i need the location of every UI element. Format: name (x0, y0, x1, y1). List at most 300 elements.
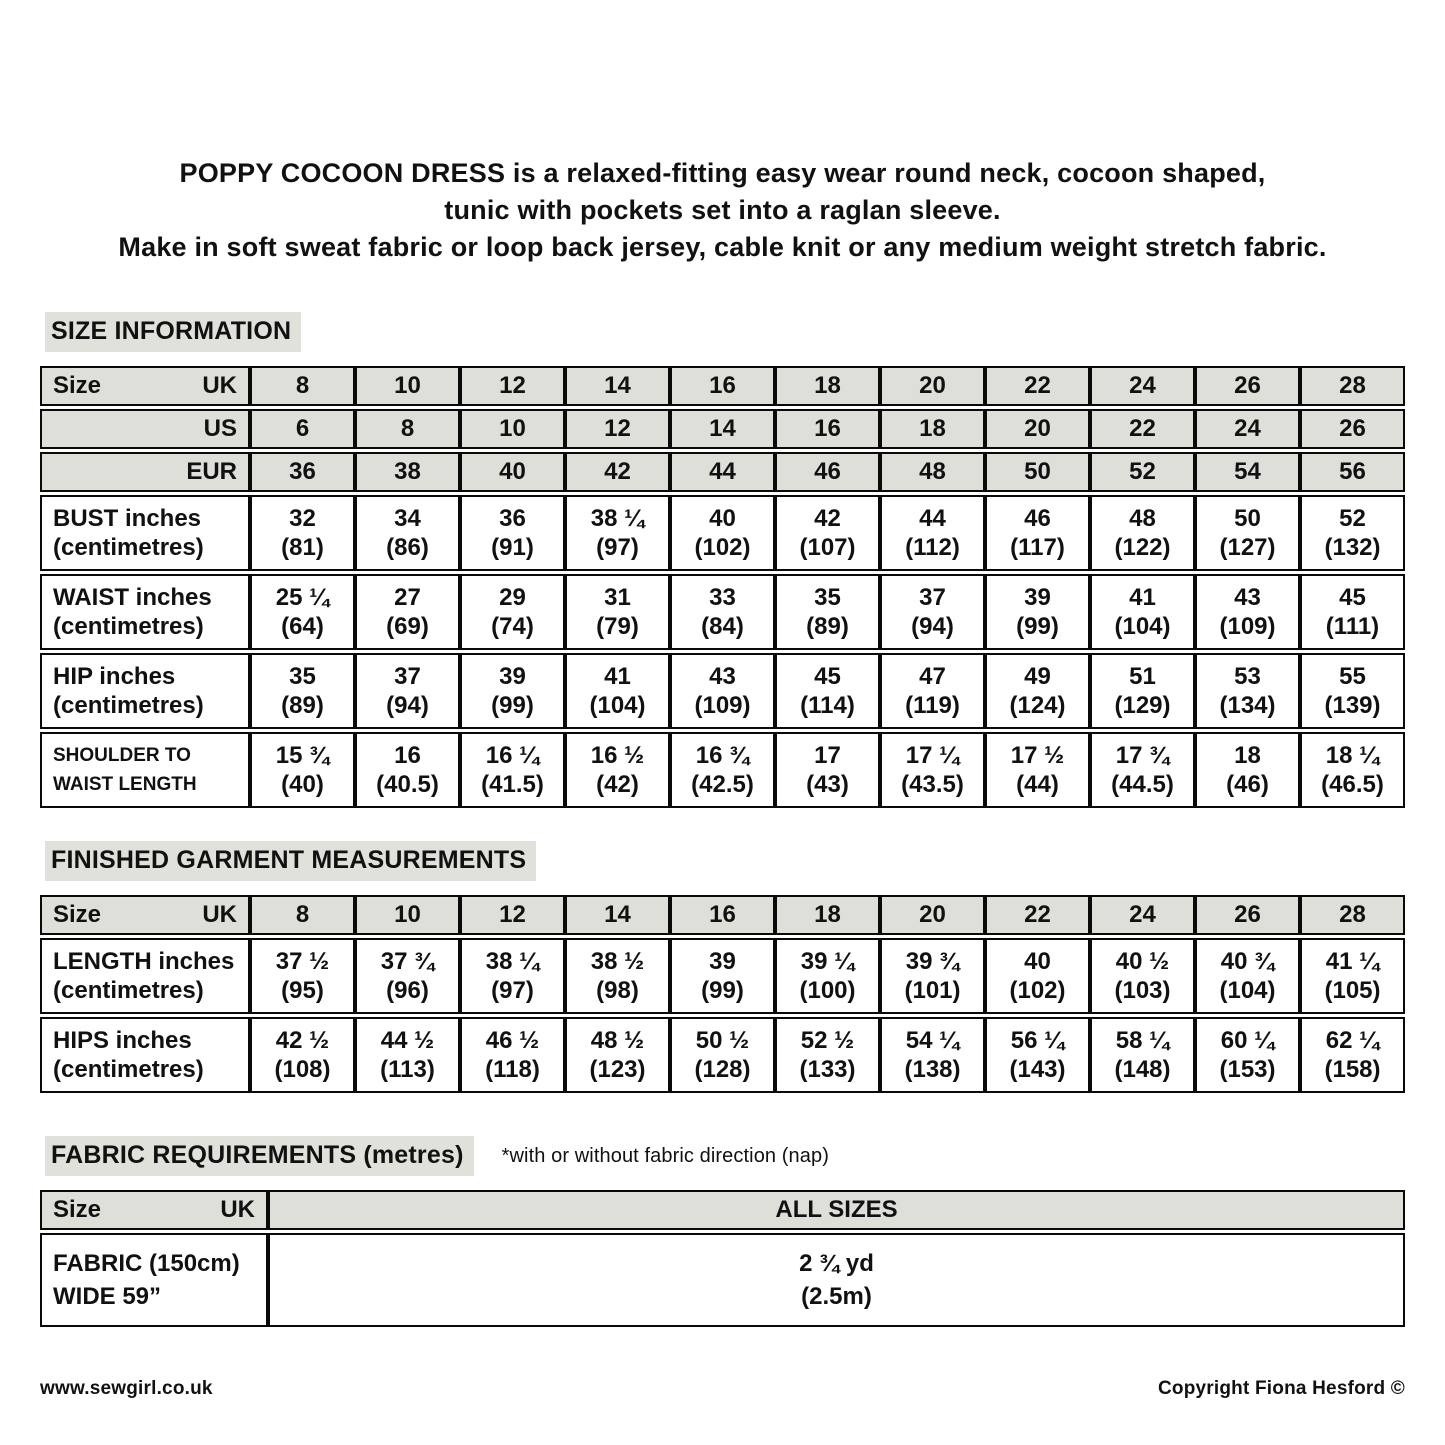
value-text: 37 ¾ (380, 948, 435, 975)
value-cell: 8 (250, 366, 355, 406)
website-url: www.sewgirl.co.uk (40, 1378, 213, 1399)
value-text: (114) (800, 692, 855, 719)
value-text: 41 (604, 663, 631, 690)
value-text: (46.5) (1321, 771, 1384, 798)
value-text: (44) (1016, 771, 1059, 798)
value-text: 16 ¾ (695, 742, 750, 769)
value-cell (250, 732, 355, 808)
row-label-text: HIP inches (53, 663, 176, 690)
value-cell (775, 495, 880, 571)
value-text: 52 (1339, 505, 1366, 532)
row-label-text: HIPS inches (53, 1027, 192, 1054)
value-text: 16 ½ (590, 742, 645, 769)
value-cell: 26 (1195, 895, 1300, 935)
value-text: (69) (386, 613, 429, 640)
value-text: 49 (1024, 663, 1051, 690)
size-information-heading-text: SIZE INFORMATION (45, 312, 301, 352)
value-cell: 10 (460, 409, 565, 449)
copyright-text: Copyright Fiona Hesford © (1158, 1378, 1405, 1399)
value-cell: 28 (1300, 895, 1405, 935)
value-cell (355, 732, 460, 808)
value-text: (119) (905, 692, 960, 719)
row-label-text: EUR (186, 458, 237, 485)
table-row (40, 1190, 1405, 1230)
value-text: 48 ½ (590, 1027, 645, 1054)
value-cell (1195, 574, 1300, 650)
row-label-text: Size (53, 372, 102, 399)
table-row (40, 1233, 1405, 1327)
value-text: (64) (281, 613, 324, 640)
value-cell (355, 495, 460, 571)
value-cell (670, 653, 775, 729)
value-text: 48 (1129, 505, 1156, 532)
value-text: (134) (1219, 692, 1276, 719)
value-text: 2 ¾ yd (799, 1250, 874, 1277)
row-label-cell (40, 452, 250, 492)
value-cell (565, 495, 670, 571)
value-text: 18 (1234, 742, 1261, 769)
value-cell: 14 (670, 409, 775, 449)
value-cell: 6 (250, 409, 355, 449)
value-text: (129) (1114, 692, 1171, 719)
value-text: 17 ¾ (1115, 742, 1170, 769)
row-label-text: US (203, 415, 237, 442)
value-cell: 48 (880, 452, 985, 492)
value-text: (94) (911, 613, 954, 640)
value-text: (133) (799, 1056, 856, 1083)
value-cell (775, 1017, 880, 1093)
value-text: 35 (289, 663, 316, 690)
value-cell (250, 495, 355, 571)
value-text: (148) (1114, 1056, 1171, 1083)
value-cell: 10 (355, 366, 460, 406)
value-cell (355, 938, 460, 1014)
value-text: (97) (491, 977, 534, 1004)
value-cell (565, 938, 670, 1014)
value-cell: 36 (250, 452, 355, 492)
value-text: (143) (1009, 1056, 1066, 1083)
value-text: 58 ¼ (1115, 1027, 1170, 1054)
value-cell: 28 (1300, 366, 1405, 406)
value-cell (565, 732, 670, 808)
value-text: (81) (281, 534, 324, 561)
value-text: (103) (1114, 977, 1171, 1004)
value-text: 45 (1339, 584, 1366, 611)
value-cell: 22 (985, 895, 1090, 935)
value-cell: 40 (460, 452, 565, 492)
value-text: 17 ¼ (905, 742, 960, 769)
value-cell (1090, 495, 1195, 571)
value-text: (40) (281, 771, 324, 798)
value-text: 41 ¼ (1325, 948, 1380, 975)
value-cell: 16 (670, 366, 775, 406)
value-cell: 12 (460, 895, 565, 935)
value-cell (1090, 574, 1195, 650)
value-text: 39 ¼ (800, 948, 855, 975)
finished-garment-heading (40, 841, 1405, 881)
value-text: 35 (814, 584, 841, 611)
size-information-section (40, 312, 1405, 811)
value-cell: 10 (355, 895, 460, 935)
table-row (40, 366, 1405, 406)
value-cell (670, 574, 775, 650)
value-cell: 18 (775, 366, 880, 406)
value-text: 43 (1234, 584, 1261, 611)
value-cell (1300, 1017, 1405, 1093)
value-cell (670, 495, 775, 571)
value-text: (118) (485, 1056, 540, 1083)
value-cell (775, 653, 880, 729)
value-text: 44 (919, 505, 946, 532)
value-text: (46) (1226, 771, 1269, 798)
intro-line-1: POPPY COCOON DRESS is a relaxed-fitting easy wear round neck, cocoon shaped, (179, 158, 1266, 188)
value-text: 39 (499, 663, 526, 690)
value-cell (268, 1233, 1405, 1327)
row-label-text: LENGTH inches (53, 948, 235, 975)
value-text: 40 ½ (1115, 948, 1170, 975)
value-cell (460, 1017, 565, 1093)
value-cell: 8 (250, 895, 355, 935)
finished-garment-section (40, 841, 1405, 1096)
intro-line-2: tunic with pockets set into a raglan sleeve. (444, 195, 1001, 225)
value-text: 55 (1339, 663, 1366, 690)
value-text: 53 (1234, 663, 1261, 690)
value-cell: 12 (565, 409, 670, 449)
size-information-table (40, 363, 1405, 811)
value-cell: 52 (1090, 452, 1195, 492)
value-cell: 16 (775, 409, 880, 449)
value-text: 27 (394, 584, 421, 611)
value-text: 42 ½ (275, 1027, 330, 1054)
table-row (40, 732, 1405, 808)
value-text: (102) (1009, 977, 1066, 1004)
value-cell: 50 (985, 452, 1090, 492)
row-label-cell (40, 1017, 250, 1093)
value-cell (985, 1017, 1090, 1093)
value-cell (460, 732, 565, 808)
value-text: 39 (1024, 584, 1051, 611)
value-cell (250, 938, 355, 1014)
value-text: (86) (386, 534, 429, 561)
table-row (40, 495, 1405, 571)
value-text: (2.5m) (801, 1283, 872, 1310)
value-cell: 16 (670, 895, 775, 935)
value-text: 38 ¼ (485, 948, 540, 975)
value-cell (1195, 1017, 1300, 1093)
value-cell: 20 (880, 366, 985, 406)
value-text: (102) (694, 534, 751, 561)
value-text: 51 (1129, 663, 1156, 690)
value-cell (775, 732, 880, 808)
value-text: 44 ½ (380, 1027, 435, 1054)
value-cell: 20 (985, 409, 1090, 449)
value-text: (41.5) (481, 771, 544, 798)
value-cell: 14 (565, 895, 670, 935)
fabric-requirements-heading (40, 1136, 1405, 1176)
value-text: (139) (1324, 692, 1381, 719)
value-cell (1090, 938, 1195, 1014)
value-text: 40 ¾ (1220, 948, 1275, 975)
value-cell: 26 (1195, 366, 1300, 406)
value-cell (1300, 574, 1405, 650)
value-text: 50 ½ (695, 1027, 750, 1054)
finished-garment-table (40, 892, 1405, 1096)
value-cell (670, 938, 775, 1014)
row-label-text: (centimetres) (53, 692, 204, 719)
value-text: (158) (1324, 1056, 1381, 1083)
value-text: (42.5) (691, 771, 754, 798)
value-cell (670, 1017, 775, 1093)
value-cell (355, 653, 460, 729)
row-label-cell (40, 732, 250, 808)
value-cell: 14 (565, 366, 670, 406)
value-text: (40.5) (376, 771, 439, 798)
value-text: 25 ¼ (275, 584, 330, 611)
value-text: 18 ¼ (1325, 742, 1380, 769)
value-text: 56 ¼ (1010, 1027, 1065, 1054)
value-text: (99) (701, 977, 744, 1004)
value-cell: 42 (565, 452, 670, 492)
value-cell (880, 495, 985, 571)
value-cell: 24 (1090, 895, 1195, 935)
table-row (40, 938, 1405, 1014)
value-text: (44.5) (1111, 771, 1174, 798)
value-text: 36 (499, 505, 526, 532)
value-cell: 20 (880, 895, 985, 935)
size-information-heading (40, 312, 1405, 352)
value-text: (79) (596, 613, 639, 640)
value-text: 33 (709, 584, 736, 611)
value-cell (775, 938, 880, 1014)
value-text: 15 ¾ (275, 742, 330, 769)
value-cell (985, 574, 1090, 650)
value-text: 43 (709, 663, 736, 690)
value-text: 39 ¾ (905, 948, 960, 975)
value-text: (89) (806, 613, 849, 640)
value-cell (460, 938, 565, 1014)
value-text: 46 (1024, 505, 1051, 532)
row-label-text: SHOULDER TO (53, 745, 191, 766)
value-cell (985, 732, 1090, 808)
value-cell (460, 653, 565, 729)
value-text: (111) (1325, 613, 1380, 640)
value-text: (112) (905, 534, 960, 561)
row-label-text: WIDE 59” (53, 1283, 162, 1310)
value-text: (97) (596, 534, 639, 561)
value-cell: 24 (1195, 409, 1300, 449)
value-cell (1300, 495, 1405, 571)
intro-line-3: Make in soft sweat fabric or loop back jersey, cable knit or any medium weight stretch fabric. (118, 232, 1327, 262)
value-cell (1195, 495, 1300, 571)
value-cell (250, 574, 355, 650)
value-text: 52 ½ (800, 1027, 855, 1054)
value-cell: 46 (775, 452, 880, 492)
value-text: (99) (1016, 613, 1059, 640)
value-cell (460, 495, 565, 571)
value-cell (1090, 653, 1195, 729)
value-text: (84) (701, 613, 744, 640)
value-text: (43) (806, 771, 849, 798)
table-row (40, 452, 1405, 492)
row-label-text: UK (202, 372, 237, 399)
value-text: 31 (604, 584, 631, 611)
table-row (40, 1017, 1405, 1093)
row-label-text: (centimetres) (53, 977, 204, 1004)
value-text: 46 ½ (485, 1027, 540, 1054)
value-cell (355, 1017, 460, 1093)
value-cell (250, 1017, 355, 1093)
value-cell: 54 (1195, 452, 1300, 492)
value-cell: 44 (670, 452, 775, 492)
value-cell (1300, 653, 1405, 729)
row-label-text: (centimetres) (53, 534, 204, 561)
value-text: (117) (1010, 534, 1065, 561)
value-text: (104) (589, 692, 646, 719)
value-text: (108) (274, 1056, 331, 1083)
value-cell (670, 732, 775, 808)
value-cell: 38 (355, 452, 460, 492)
value-text: (74) (491, 613, 534, 640)
value-cell: 18 (775, 895, 880, 935)
value-text: (99) (491, 692, 534, 719)
value-text: (104) (1219, 977, 1276, 1004)
value-text: (122) (1114, 534, 1171, 561)
value-cell: 56 (1300, 452, 1405, 492)
value-cell (565, 1017, 670, 1093)
value-text: 60 ¼ (1220, 1027, 1275, 1054)
value-text: (101) (904, 977, 961, 1004)
row-label-cell (40, 574, 250, 650)
fabric-requirements-heading-text: FABRIC REQUIREMENTS (metres) (45, 1136, 474, 1176)
value-text: 38 ¼ (590, 505, 645, 532)
value-text: (107) (799, 534, 856, 561)
row-label-text: WAIST inches (53, 584, 212, 611)
value-cell (775, 574, 880, 650)
value-text: 62 ¼ (1325, 1027, 1380, 1054)
value-text: (91) (491, 534, 534, 561)
row-label-text: Size (53, 1196, 102, 1223)
value-text: 34 (394, 505, 421, 532)
value-text: (98) (596, 977, 639, 1004)
row-label-cell (40, 938, 250, 1014)
row-label-cell (40, 366, 250, 406)
fabric-requirements-table (40, 1187, 1405, 1330)
value-cell (460, 574, 565, 650)
value-cell: 24 (1090, 366, 1195, 406)
value-text: 54 ¼ (905, 1027, 960, 1054)
value-text: 50 (1234, 505, 1261, 532)
value-text: (42) (596, 771, 639, 798)
page-footer (40, 1378, 1405, 1400)
value-text: 47 (919, 663, 946, 690)
value-text: 16 ¼ (485, 742, 540, 769)
value-text: 16 (394, 742, 421, 769)
value-text: 17 ½ (1010, 742, 1065, 769)
value-cell (1300, 938, 1405, 1014)
row-label-text: WAIST LENGTH (53, 774, 197, 795)
value-text: 38 ½ (590, 948, 645, 975)
value-cell: 22 (1090, 409, 1195, 449)
value-cell (880, 653, 985, 729)
value-cell (355, 574, 460, 650)
value-cell (1090, 732, 1195, 808)
value-text: (123) (589, 1056, 646, 1083)
value-text: 37 ½ (275, 948, 330, 975)
value-cell (1300, 732, 1405, 808)
row-label-text: BUST inches (53, 505, 202, 532)
intro-paragraph (40, 155, 1405, 266)
value-cell: ALL SIZES (268, 1190, 1405, 1230)
row-label-text: (centimetres) (53, 1056, 204, 1083)
row-label-cell (40, 495, 250, 571)
value-text: 32 (289, 505, 316, 532)
value-text: (96) (386, 977, 429, 1004)
value-cell (880, 574, 985, 650)
value-text: (105) (1324, 977, 1381, 1004)
fabric-nap-note: *with or without fabric direction (nap) (501, 1144, 829, 1167)
value-text: 42 (814, 505, 841, 532)
value-text: 37 (394, 663, 421, 690)
table-row (40, 574, 1405, 650)
value-text: (89) (281, 692, 324, 719)
row-label-cell (40, 409, 250, 449)
value-cell (250, 653, 355, 729)
value-cell: 8 (355, 409, 460, 449)
value-text: (113) (380, 1056, 435, 1083)
row-label-text: Size (53, 901, 102, 928)
table-row (40, 895, 1405, 935)
row-label-cell (40, 653, 250, 729)
value-cell: 26 (1300, 409, 1405, 449)
value-text: (95) (281, 977, 324, 1004)
value-text: 39 (709, 948, 736, 975)
value-cell: 22 (985, 366, 1090, 406)
value-cell (1195, 732, 1300, 808)
value-text: (104) (1114, 613, 1171, 640)
fabric-requirements-section (40, 1136, 1405, 1330)
value-cell (880, 938, 985, 1014)
value-text: (153) (1219, 1056, 1276, 1083)
row-label-cell (40, 895, 250, 935)
value-cell (1195, 653, 1300, 729)
value-text: (109) (694, 692, 751, 719)
row-label-text: (centimetres) (53, 613, 204, 640)
value-text: (43.5) (901, 771, 964, 798)
value-text: (124) (1009, 692, 1066, 719)
row-label-text: FABRIC (150cm) (53, 1250, 240, 1277)
value-cell (1090, 1017, 1195, 1093)
value-text: 17 (814, 742, 841, 769)
value-cell (985, 938, 1090, 1014)
value-text: 41 (1129, 584, 1156, 611)
value-text: (109) (1219, 613, 1276, 640)
value-text: (127) (1219, 534, 1276, 561)
value-cell (985, 653, 1090, 729)
value-cell (565, 574, 670, 650)
value-cell (565, 653, 670, 729)
value-text: (132) (1324, 534, 1381, 561)
value-cell: 18 (880, 409, 985, 449)
value-text: 29 (499, 584, 526, 611)
value-text: (138) (904, 1056, 961, 1083)
value-cell (880, 1017, 985, 1093)
value-text: 37 (919, 584, 946, 611)
table-row (40, 409, 1405, 449)
row-label-text: UK (202, 901, 237, 928)
finished-garment-heading-text: FINISHED GARMENT MEASUREMENTS (45, 841, 536, 881)
row-label-cell (40, 1190, 268, 1230)
value-text: 45 (814, 663, 841, 690)
